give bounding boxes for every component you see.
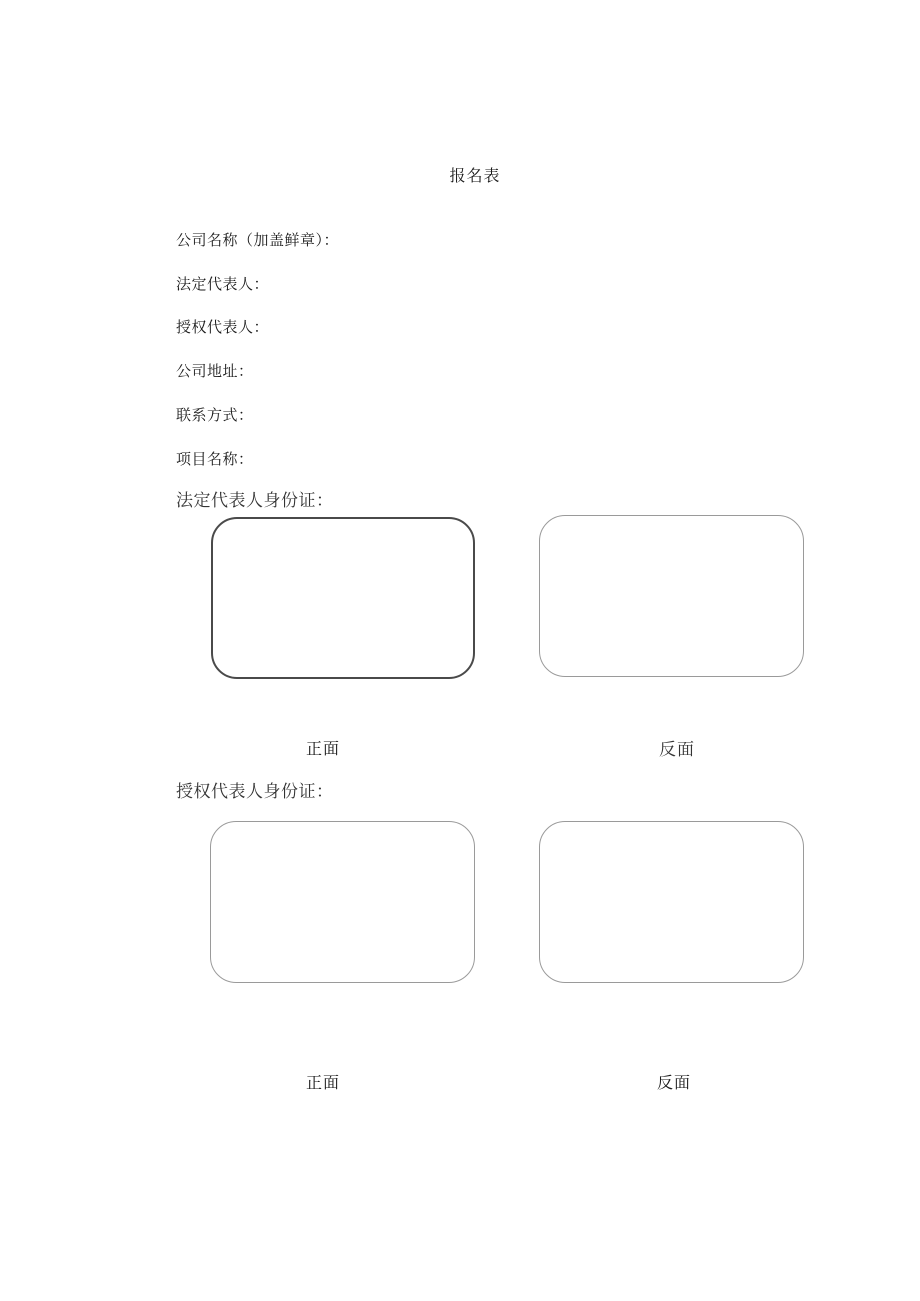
authorized-rep-id-section-label: 授权代表人身份证： <box>176 782 334 802</box>
legal-rep-id-front-label: 正面 <box>306 739 341 758</box>
authorized-rep-field: 授权代表人： <box>176 318 270 336</box>
company-address-field: 公司地址： <box>176 362 254 380</box>
legal-rep-id-back-box <box>539 515 804 677</box>
legal-rep-field: 法定代表人： <box>176 275 270 293</box>
legal-rep-id-back-label: 反面 <box>659 740 695 760</box>
contact-field: 联系方式： <box>176 406 254 424</box>
project-name-field: 项目名称： <box>176 450 254 468</box>
legal-rep-id-section-label: 法定代表人身份证： <box>176 491 334 511</box>
authorized-rep-id-front-box <box>210 821 475 983</box>
company-name-field: 公司名称（加盖鲜章）： <box>176 231 340 249</box>
authorized-rep-id-front-label: 正面 <box>306 1073 341 1092</box>
authorized-rep-id-back-label: 反面 <box>657 1073 692 1092</box>
page-title: 报名表 <box>449 166 501 185</box>
authorized-rep-id-back-box <box>539 821 804 983</box>
legal-rep-id-front-box <box>211 517 475 679</box>
